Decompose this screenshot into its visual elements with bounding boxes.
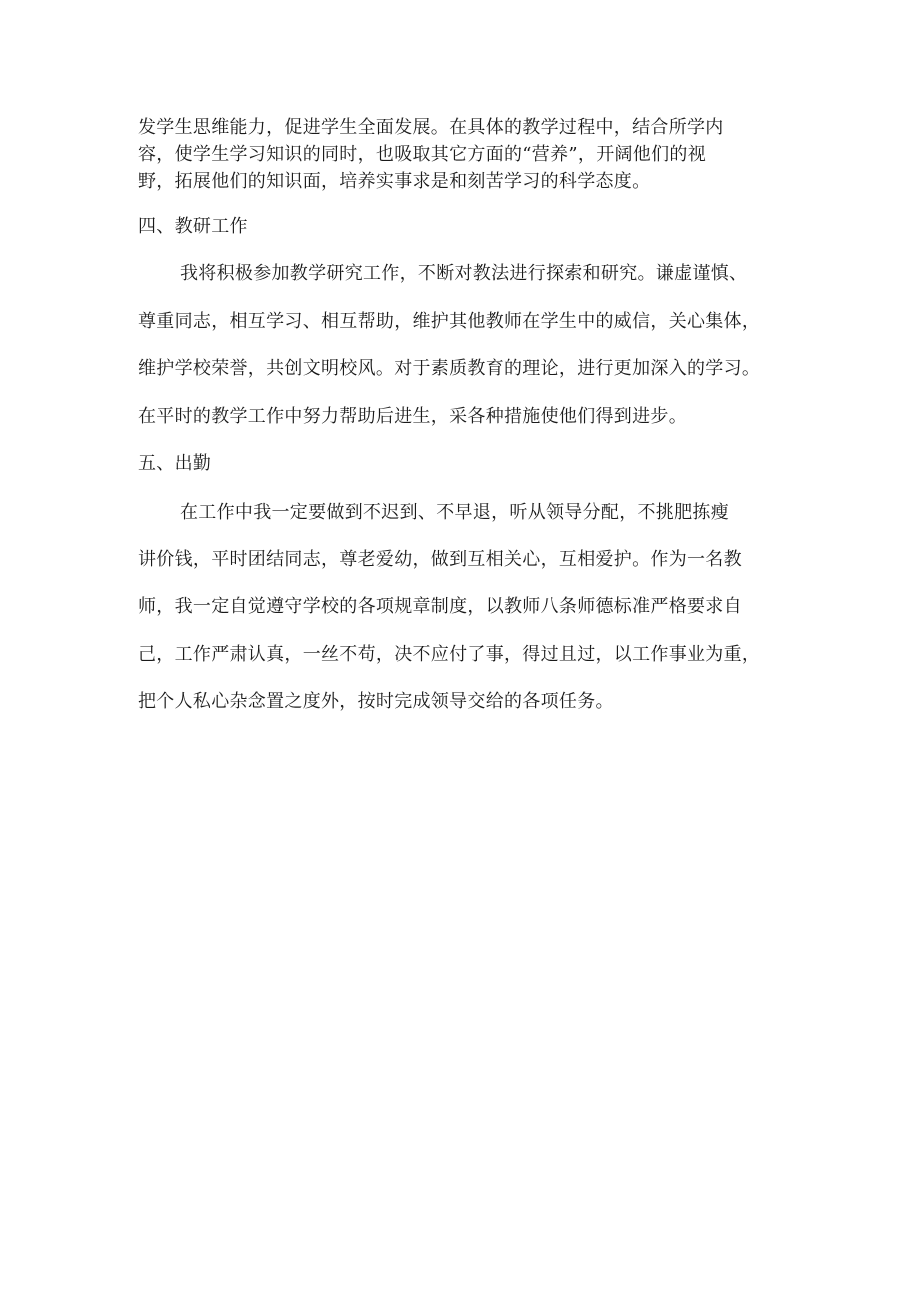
section-heading-research: 四、教研工作	[138, 216, 248, 237]
paragraph-line: 讲价钱，平时团结同志，尊老爱幼，做到互相关心，互相爱护。作为一名教	[138, 549, 742, 570]
paragraph-line: 野，拓展他们的知识面，培养实事求是和刻苦学习的科学态度。	[138, 171, 651, 192]
paragraph-line: 师，我一定自觉遵守学校的各项规章制度，以教师八条师德标准严格要求自	[138, 596, 742, 617]
paragraph-line: 在工作中我一定要做到不迟到、不早退，听从领导分配，不挑肥拣瘦	[180, 502, 729, 523]
paragraph-line: 把个人私心杂念置之度外，按时完成领导交给的各项任务。	[138, 691, 614, 712]
paragraph-line: 我将积极参加教学研究工作，不断对教法进行探索和研究。谦虚谨慎、	[180, 263, 748, 284]
paragraph-line: 在平时的教学工作中努力帮助后进生，采各种措施使他们得到进步。	[138, 406, 687, 427]
section-heading-attendance: 五、出勤	[138, 453, 212, 474]
paragraph-line: 维护学校荣誉，共创文明校风。对于素质教育的理论，进行更加深入的学习。	[138, 358, 761, 379]
paragraph-line: 己，工作严肃认真，一丝不苟，决不应付了事，得过且过，以工作事业为重，	[138, 644, 761, 665]
paragraph-line: 容，使学生学习知识的同时，也吸取其它方面的“营养”，开阔他们的视	[138, 144, 707, 165]
paragraph-line: 尊重同志，相互学习、相互帮助，维护其他教师在学生中的威信，关心集体，	[138, 311, 761, 332]
paragraph-line: 发学生思维能力，促进学生全面发展。在具体的教学过程中，结合所学内	[138, 117, 724, 138]
